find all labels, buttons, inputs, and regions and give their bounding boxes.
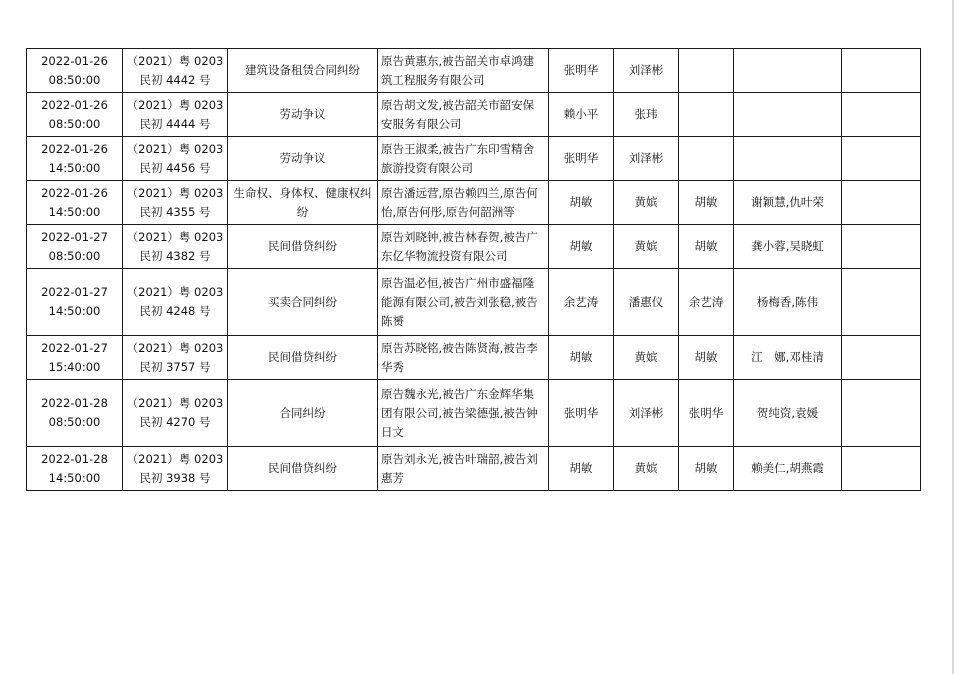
hearing-time: 08:50:00	[48, 248, 101, 263]
parties-cell: 原告黄惠东,被告韶关市卓鸿建筑工程服务有限公司	[378, 49, 549, 93]
case-cause-cell: 生命权、身体权、健康权纠纷	[228, 181, 378, 225]
presiding-judge-cell: 胡敏	[679, 181, 734, 225]
clerk-cell: 刘泽彬	[614, 137, 679, 181]
case-number-line1: （2021）粤 0203	[126, 53, 224, 68]
extra-cell	[842, 181, 921, 225]
hearing-datetime-cell	[27, 269, 123, 336]
judge-cell: 张明华	[549, 49, 614, 93]
hearing-time: 08:50:00	[48, 72, 101, 87]
clerk-cell: 黄嫔	[614, 336, 679, 380]
jurors-cell: 谢颖慧,仇叶荣	[734, 181, 842, 225]
judge-cell: 胡敏	[549, 447, 614, 491]
table-row	[27, 336, 921, 380]
hearing-datetime-cell	[27, 181, 123, 225]
parties-cell: 原告苏晓铭,被告陈贤海,被告李华秀	[378, 336, 549, 380]
hearing-date: 2022-01-27	[41, 285, 108, 299]
hearing-time: 08:50:00	[48, 415, 101, 429]
case-number-cell	[123, 93, 228, 137]
case-number-line1: （2021）粤 0203	[126, 451, 224, 466]
hearing-datetime-cell	[27, 336, 123, 380]
table-row	[27, 93, 921, 137]
hearing-datetime-cell	[27, 137, 123, 181]
clerk-cell: 黄嫔	[614, 181, 679, 225]
case-number-line2: 民初 4248 号	[139, 304, 211, 318]
hearing-time: 14:50:00	[48, 204, 101, 219]
hearing-date: 2022-01-28	[41, 451, 108, 466]
case-number-line1: （2021）粤 0203	[126, 340, 224, 355]
hearing-date: 2022-01-27	[41, 340, 108, 355]
hearing-time: 14:50:00	[48, 304, 101, 318]
table-row	[27, 380, 921, 447]
judge-cell: 赖小平	[549, 93, 614, 137]
case-number-cell	[123, 380, 228, 447]
case-number-cell	[123, 137, 228, 181]
jurors-cell: 赖美仁,胡燕霞	[734, 447, 842, 491]
parties-cell: 原告胡文发,被告韶关市韶安保安服务有限公司	[378, 93, 549, 137]
jurors-cell: 龚小蓉,吴晓虹	[734, 225, 842, 269]
case-number-cell	[123, 225, 228, 269]
hearing-date: 2022-01-27	[41, 229, 108, 244]
table-row	[27, 49, 921, 93]
clerk-cell: 刘泽彬	[614, 380, 679, 447]
case-number-cell	[123, 447, 228, 491]
extra-cell	[842, 137, 921, 181]
table-row	[27, 225, 921, 269]
hearing-schedule-table	[26, 48, 921, 491]
case-cause-cell: 劳动争议	[228, 93, 378, 137]
judge-cell: 胡敏	[549, 225, 614, 269]
parties-cell: 原告王淑柔,被告广东印雪精舍旅游投资有限公司	[378, 137, 549, 181]
case-number-cell	[123, 181, 228, 225]
jurors-cell: 杨梅香,陈伟	[734, 269, 842, 336]
presiding-judge-cell: 胡敏	[679, 447, 734, 491]
parties-cell: 原告潘远营,原告赖四兰,原告何怡,原告何彤,原告何韶洲等	[378, 181, 549, 225]
clerk-cell: 黄嫔	[614, 447, 679, 491]
judge-cell: 张明华	[549, 380, 614, 447]
case-cause-cell: 民间借贷纠纷	[228, 336, 378, 380]
case-number-cell	[123, 269, 228, 336]
parties-cell: 原告刘晓钟,被告林春贺,被告广东亿华物流投资有限公司	[378, 225, 549, 269]
clerk-cell: 黄嫔	[614, 225, 679, 269]
case-number-line2: 民初 4270 号	[139, 415, 211, 429]
table-row	[27, 447, 921, 491]
case-number-line1: （2021）粤 0203	[126, 141, 224, 156]
hearing-time: 14:50:00	[48, 470, 101, 485]
case-number-line2: 民初 4456 号	[139, 160, 211, 175]
extra-cell	[842, 49, 921, 93]
hearing-time: 08:50:00	[48, 116, 101, 131]
case-number-line1: （2021）粤 0203	[126, 396, 224, 410]
case-number-line1: （2021）粤 0203	[126, 185, 224, 200]
hearing-date: 2022-01-26	[41, 97, 108, 112]
presiding-judge-cell	[679, 137, 734, 181]
case-number-line2: 民初 3757 号	[139, 359, 211, 374]
judge-cell: 余艺涛	[549, 269, 614, 336]
case-cause-cell: 民间借贷纠纷	[228, 447, 378, 491]
presiding-judge-cell	[679, 93, 734, 137]
judge-cell: 胡敏	[549, 181, 614, 225]
hearing-datetime-cell	[27, 93, 123, 137]
case-cause-cell: 劳动争议	[228, 137, 378, 181]
extra-cell	[842, 447, 921, 491]
clerk-cell: 刘泽彬	[614, 49, 679, 93]
presiding-judge-cell: 胡敏	[679, 336, 734, 380]
hearing-datetime-cell	[27, 225, 123, 269]
jurors-cell	[734, 137, 842, 181]
table-row	[27, 181, 921, 225]
extra-cell	[842, 269, 921, 336]
hearing-date: 2022-01-26	[41, 53, 108, 68]
case-number-line2: 民初 4444 号	[139, 116, 211, 131]
case-number-line1: （2021）粤 0203	[126, 229, 224, 244]
case-cause-cell: 民间借贷纠纷	[228, 225, 378, 269]
extra-cell	[842, 225, 921, 269]
case-number-line1: （2021）粤 0203	[126, 285, 224, 299]
case-number-line2: 民初 4382 号	[139, 248, 211, 263]
case-number-line2: 民初 4442 号	[139, 72, 211, 87]
hearing-datetime-cell	[27, 380, 123, 447]
case-cause-cell: 建筑设备租赁合同纠纷	[228, 49, 378, 93]
presiding-judge-cell: 张明华	[679, 380, 734, 447]
clerk-cell: 张玮	[614, 93, 679, 137]
judge-cell: 张明华	[549, 137, 614, 181]
jurors-cell	[734, 93, 842, 137]
case-number-line2: 民初 3938 号	[139, 470, 211, 485]
hearing-date: 2022-01-26	[41, 185, 108, 200]
presiding-judge-cell: 胡敏	[679, 225, 734, 269]
case-number-line1: （2021）粤 0203	[126, 97, 224, 112]
hearing-date: 2022-01-28	[41, 396, 108, 410]
case-number-cell	[123, 336, 228, 380]
parties-cell: 原告魏永光,被告广东金辉华集团有限公司,被告梁德强,被告钟日文	[378, 380, 549, 447]
parties-cell: 原告温必恒,被告广州市盛福隆能源有限公司,被告刘张稳,被告陈赟	[378, 269, 549, 336]
hearing-time: 14:50:00	[48, 160, 101, 175]
schedule-body	[27, 49, 921, 491]
table-row	[27, 137, 921, 181]
case-number-cell	[123, 49, 228, 93]
case-cause-cell: 合同纠纷	[228, 380, 378, 447]
hearing-datetime-cell	[27, 447, 123, 491]
extra-cell	[842, 380, 921, 447]
jurors-cell	[734, 49, 842, 93]
case-cause-cell: 买卖合同纠纷	[228, 269, 378, 336]
table-row	[27, 269, 921, 336]
jurors-cell: 江 娜,邓桂清	[734, 336, 842, 380]
parties-cell: 原告刘永光,被告叶瑞韶,被告刘惠芳	[378, 447, 549, 491]
extra-cell	[842, 93, 921, 137]
presiding-judge-cell	[679, 49, 734, 93]
hearing-time: 15:40:00	[48, 359, 101, 374]
extra-cell	[842, 336, 921, 380]
case-number-line2: 民初 4355 号	[139, 204, 211, 219]
judge-cell: 胡敏	[549, 336, 614, 380]
jurors-cell: 贺纯资,袁媛	[734, 380, 842, 447]
hearing-datetime-cell	[27, 49, 123, 93]
clerk-cell: 潘惠仪	[614, 269, 679, 336]
presiding-judge-cell: 余艺涛	[679, 269, 734, 336]
hearing-date: 2022-01-26	[41, 141, 108, 156]
